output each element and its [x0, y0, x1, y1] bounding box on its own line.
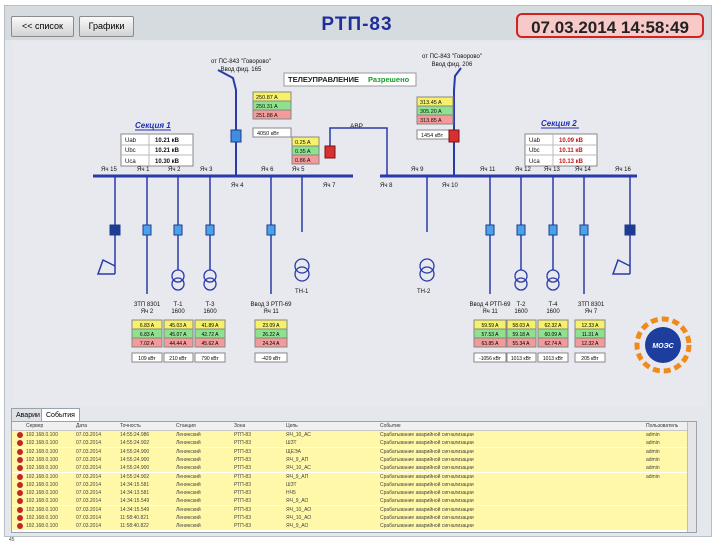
event-circuit: ЯЧ_9_АП — [286, 473, 309, 480]
telecontrol-label: ТЕЛЕУПРАВЛЕНИЕ — [288, 75, 359, 84]
section-1-label: Секция 1 — [135, 121, 171, 130]
feeder-6-current-c: 55.34 A — [512, 341, 530, 347]
feeder-2-current-c: 44.44 A — [169, 341, 187, 347]
event-circuit: ЯЧ_10_АС — [286, 432, 311, 438]
event-circuit: ЯЧ_10_АО — [286, 506, 312, 513]
feeder-3-power: 790 кВт — [201, 356, 219, 362]
event-precision: 14:55:24.902 — [120, 440, 150, 447]
cell-15-breaker[interactable] — [110, 225, 120, 235]
feeder-8-current-a: 12.33 A — [581, 323, 599, 329]
alarm-icon — [17, 449, 23, 455]
feeder-6-current-b: 59.18 A — [512, 332, 530, 338]
source-2-line2: Ввод фид. 206 — [431, 62, 473, 68]
event-station: Ленинский — [176, 465, 201, 472]
footer-text: 45 — [9, 537, 15, 543]
s1-uab-name: Uab — [125, 138, 137, 144]
event-date: 07.03.2014 — [76, 456, 102, 463]
event-date: 07.03.2014 — [76, 465, 102, 472]
event-circuit: ЯЧ_9_АО — [286, 523, 309, 530]
event-event: Срабатывание аварийной сигнализации — [380, 481, 474, 488]
source-1-line1: от ПС-843 "Говорово" — [211, 59, 271, 65]
event-user: admin — [646, 440, 660, 447]
feeder-6-sub: 1600 — [514, 309, 528, 315]
alarm-icon — [17, 465, 23, 471]
feeder-3-current-a: 41.89 A — [201, 323, 219, 329]
col-zone[interactable]: Зона — [234, 423, 246, 429]
event-date: 07.03.2014 — [76, 490, 102, 497]
event-server: 192.168.0.100 — [26, 440, 58, 447]
moes-logo — [637, 319, 689, 371]
input-2-measurements — [417, 97, 453, 139]
event-event: Срабатывание аварийной сигнализации — [380, 448, 474, 455]
alarm-icon — [17, 432, 23, 438]
event-server: 192.168.0.100 — [26, 490, 58, 497]
event-date: 07.03.2014 — [76, 523, 102, 530]
event-date: 07.03.2014 — [76, 498, 102, 505]
cell-13-breaker[interactable] — [549, 225, 557, 235]
source-1-line2: Ввод фид. 165 — [220, 67, 262, 73]
input-1-current-b: 250.31 A — [256, 104, 278, 110]
feeder-2-sub: 1600 — [171, 309, 185, 315]
event-station: Ленинский — [176, 440, 201, 447]
event-event: Срабатывание аварийной сигнализации — [380, 515, 474, 521]
alarm-icon — [17, 498, 23, 504]
alarm-icon — [17, 474, 23, 480]
event-precision: 11:58:40.822 — [120, 523, 149, 530]
telecontrol-status: Разрешено — [368, 75, 410, 84]
feeder-7-current-c: 62.74 A — [544, 341, 562, 347]
graphs-button[interactable]: Графики — [79, 16, 134, 37]
event-zone: РТП-83 — [234, 515, 251, 521]
event-precision: 14:34:15.581 — [120, 481, 150, 488]
feeder-2-current-b: 45.07 A — [169, 332, 187, 338]
event-circuit: ЯЧ_10_АС — [286, 465, 311, 472]
event-date: 07.03.2014 — [76, 515, 102, 521]
event-station: Ленинский — [176, 523, 201, 530]
cell-1-breaker[interactable] — [143, 225, 151, 235]
feeder-1-power: 109 кВт — [138, 356, 156, 362]
event-station: Ленинский — [176, 473, 201, 480]
event-precision: 14:55:24.902 — [120, 473, 150, 480]
input-2-breaker[interactable] — [449, 130, 459, 142]
cell-label-11: Яч 11 — [480, 167, 496, 173]
event-tabs — [11, 408, 131, 422]
event-station: Ленинский — [176, 490, 201, 497]
source-2-line1: от ПС-843 "Говорово" — [422, 54, 482, 60]
feeder-1-name: ЗТП 8301 — [133, 302, 161, 308]
event-server: 192.168.0.100 — [26, 448, 58, 455]
event-row[interactable] — [12, 522, 696, 531]
feeder-6-name: Т-2 — [516, 302, 526, 308]
feeder-8-current-c: 12.32 A — [581, 341, 599, 347]
event-precision: 14:55:24.900 — [120, 456, 150, 463]
s1-ubc-value: 10.21 кВ — [155, 148, 180, 154]
cell-14-breaker[interactable] — [580, 225, 588, 235]
event-precision: 14:55:24.900 — [120, 465, 150, 472]
event-user: admin — [646, 473, 660, 480]
event-zone: РТП-83 — [234, 498, 251, 505]
event-user: admin — [646, 432, 660, 438]
feeder-8-current-b: 11.31 A — [581, 332, 599, 338]
event-station: Ленинский — [176, 498, 201, 505]
input-2-power: 1454 кВт — [421, 133, 444, 139]
logo-text: МОЭС — [652, 343, 674, 350]
event-date: 07.03.2014 — [76, 506, 102, 513]
feeder-6-power: 1013 кВт — [510, 356, 532, 362]
feeder-5-measurements — [474, 320, 506, 362]
event-zone: РТП-83 — [234, 465, 251, 472]
event-event: Срабатывание аварийной сигнализации — [380, 498, 474, 505]
feeder-5-name: Ввод 4 РТП-69 — [469, 302, 511, 308]
feeder-6-current-a: 58.03 A — [512, 323, 530, 329]
cell-16-breaker[interactable] — [625, 225, 635, 235]
event-zone: РТП-83 — [234, 456, 251, 463]
event-circuit: ЩЕЭА — [286, 448, 301, 455]
event-station: Ленинский — [176, 456, 201, 463]
event-date: 07.03.2014 — [76, 481, 102, 488]
event-event: Срабатывание аварийной сигнализации — [380, 432, 474, 438]
s1-uca-value: 10.30 кВ — [155, 159, 180, 165]
event-date: 07.03.2014 — [76, 473, 102, 480]
cell-3-breaker[interactable] — [206, 225, 214, 235]
feeder-3-sub: 1600 — [203, 309, 217, 315]
avr-current-c: 0.86 A — [295, 158, 311, 164]
event-server: 192.168.0.100 — [26, 465, 58, 472]
input-1-measurements — [253, 92, 291, 137]
cell-label-13: Яч 13 — [544, 167, 560, 173]
event-zone: РТП-83 — [234, 473, 251, 480]
feeder-5-current-b: 57.53 A — [481, 332, 499, 338]
cell-12-breaker[interactable] — [517, 225, 525, 235]
cell-label-14: Яч 14 — [575, 167, 591, 173]
event-event: Срабатывание аварийной сигнализации — [380, 456, 474, 463]
col-user[interactable]: Пользователь — [646, 423, 679, 429]
events-table — [11, 421, 697, 533]
feeder-4-measurements — [255, 320, 287, 362]
cell-label-12: Яч 12 — [515, 167, 531, 173]
event-server: 192.168.0.100 — [26, 481, 58, 488]
event-precision: 11:58:40.821 — [120, 515, 149, 521]
event-precision: 14:34:15.549 — [120, 506, 150, 513]
s2-uab-name: Uab — [529, 138, 541, 144]
section-2-label: Секция 2 — [541, 119, 577, 128]
event-server: 192.168.0.100 — [26, 498, 58, 505]
feeder-3-current-c: 45.62 A — [201, 341, 219, 347]
cell-label-1: Яч 1 — [137, 167, 150, 173]
back-to-list-button[interactable]: << список — [11, 16, 74, 37]
event-precision: 14:34:15.549 — [120, 498, 150, 505]
input-2-current-a: 313.45 A — [420, 100, 442, 106]
feeder-7-current-b: 60.09 A — [544, 332, 562, 338]
event-server: 192.168.0.100 — [26, 506, 58, 513]
feeder-2-name: Т-1 — [173, 302, 183, 308]
feeder-8-measurements — [575, 320, 605, 362]
avr-breaker[interactable] — [325, 146, 335, 158]
tab-alarms[interactable]: Аварии — [11, 408, 45, 423]
feeder-4-current-c: 24.24 A — [262, 341, 280, 347]
event-event: Срабатывание аварийной сигнализации — [380, 473, 474, 480]
feeder-3-current-b: 42.72 A — [201, 332, 219, 338]
feeder-4-current-b: 26.22 A — [262, 332, 280, 338]
s2-uca-value: 10.13 кВ — [559, 159, 584, 165]
cell-label-16: Яч 16 — [615, 167, 631, 173]
feeder-5-sub: Яч 11 — [482, 309, 498, 315]
event-user: admin — [646, 456, 660, 463]
feeder-8-power: 205 кВт — [581, 356, 599, 362]
avr-label: АВР — [350, 123, 364, 130]
cell-label-2: Яч 2 — [168, 167, 181, 173]
input-1-power: 4050 кВт — [257, 131, 280, 137]
alarm-icon — [17, 515, 23, 521]
feeder-7-sub: 1600 — [546, 309, 560, 315]
feeder-2-measurements — [164, 320, 193, 362]
cell-label-7: Яч 7 — [323, 183, 336, 189]
section-1-voltages — [121, 134, 193, 166]
event-server: 192.168.0.100 — [26, 432, 58, 438]
feeder-7-name: Т-4 — [548, 302, 558, 308]
event-user: admin — [646, 465, 660, 472]
page-title: РТП-83 — [321, 14, 393, 35]
feeder-5-current-a: 59.59 A — [481, 323, 499, 329]
event-server: 192.168.0.100 — [26, 523, 58, 530]
event-date: 07.03.2014 — [76, 448, 102, 455]
event-precision: 14:55:24.986 — [120, 432, 150, 438]
feeder-1-current-b: 6.83 A — [139, 332, 155, 338]
feeder-7-power: 1013 кВт — [542, 356, 564, 362]
event-event: Срабатывание аварийной сигнализации — [380, 440, 474, 447]
col-precision[interactable]: Точность — [120, 423, 141, 429]
event-station: Ленинский — [176, 448, 201, 455]
cell-label-10: Яч 10 — [442, 183, 458, 189]
event-event: Срабатывание аварийной сигнализации — [380, 490, 474, 497]
col-server[interactable]: Сервер — [26, 423, 44, 429]
event-circuit: ЯЧ_9_АП — [286, 456, 309, 463]
telecontrol-panel[interactable] — [284, 73, 416, 86]
section-2-voltages — [525, 134, 597, 166]
col-date[interactable]: Дата — [76, 423, 88, 429]
avr-current-b: 0.35 A — [295, 149, 311, 155]
avr-measurements — [292, 137, 319, 164]
cell-label-8: Яч 8 — [380, 183, 393, 189]
event-zone: РТП-83 — [234, 481, 251, 488]
cell-label-6: Яч 6 — [261, 167, 274, 173]
cell-label-5: Яч 5 — [292, 167, 305, 173]
s2-uca-name: Uca — [529, 159, 540, 165]
feeder-1-current-c: 7.02 A — [139, 341, 155, 347]
scada-window — [4, 5, 712, 543]
feeder-8-sub: Яч 7 — [584, 309, 598, 315]
alarm-icon — [17, 482, 23, 488]
feeder-6-measurements — [507, 320, 536, 362]
event-precision: 14:34:13.581 — [120, 490, 150, 497]
s2-uab-value: 10.09 кВ — [559, 138, 584, 144]
event-station: Ленинский — [176, 481, 201, 488]
col-station[interactable]: Станция — [176, 423, 196, 429]
events-header — [12, 422, 696, 431]
event-zone: РТП-83 — [234, 448, 251, 455]
feeder-4-sub: Яч 11 — [263, 309, 279, 315]
alarm-icon — [17, 523, 23, 529]
event-zone: РТП-83 — [234, 490, 251, 497]
events-scrollbar[interactable] — [687, 422, 696, 532]
event-event: Срабатывание аварийной сигнализации — [380, 506, 474, 513]
event-circuit: ЯЧ_10_АО — [286, 515, 312, 521]
top-toolbar — [5, 6, 711, 40]
event-date: 07.03.2014 — [76, 432, 102, 438]
event-zone: РТП-83 — [234, 432, 251, 438]
s2-ubc-name: Ubc — [529, 148, 540, 154]
event-user: admin — [646, 448, 660, 455]
input-1-current-c: 251.88 A — [256, 113, 278, 119]
alarm-icon — [17, 440, 23, 446]
event-server: 192.168.0.100 — [26, 473, 58, 480]
event-server: 192.168.0.100 — [26, 515, 58, 521]
single-line-diagram — [13, 42, 707, 406]
alarm-icon — [17, 457, 23, 463]
event-precision: 14:55:24.900 — [120, 448, 150, 455]
vt-1-label: ТН-1 — [295, 289, 309, 295]
feeder-7-measurements — [538, 320, 568, 362]
vt-2-label: ТН-2 — [417, 289, 431, 295]
event-event: Срабатывание аварийной сигнализации — [380, 465, 474, 472]
feeder-7-current-a: 62.32 A — [544, 323, 562, 329]
input-1-current-a: 250.87 A — [256, 95, 278, 101]
event-zone: РТП-83 — [234, 440, 251, 447]
avr-current-a: 0.25 A — [295, 140, 311, 146]
event-circuit: ЯЧ_9_АО — [286, 498, 309, 505]
event-date: 07.03.2014 — [76, 440, 102, 447]
event-circuit: ШЗТ — [286, 481, 297, 488]
event-station: Ленинский — [176, 432, 201, 438]
input-1-breaker[interactable] — [231, 130, 241, 142]
event-circuit: НЧ5 — [286, 490, 296, 497]
event-station: Ленинский — [176, 506, 201, 513]
s1-ubc-name: Ubc — [125, 148, 136, 154]
col-circuit[interactable]: Цепь — [286, 423, 298, 429]
tab-events[interactable]: События — [41, 408, 80, 423]
event-zone: РТП-83 — [234, 506, 251, 513]
cell-11-breaker[interactable] — [486, 225, 494, 235]
feeder-1-measurements — [132, 320, 162, 362]
feeder-5-power: -1056 кВт — [479, 356, 501, 362]
cell-label-3: Яч 3 — [200, 167, 213, 173]
feeder-1-sub: Яч 2 — [140, 309, 154, 315]
feeder-2-current-a: 45.03 A — [169, 323, 187, 329]
event-station: Ленинский — [176, 515, 201, 521]
input-2-current-b: 305.20 A — [420, 109, 442, 115]
s2-ubc-value: 10.11 кВ — [559, 148, 583, 154]
feeder-1-current-a: 6.83 A — [139, 323, 155, 329]
cell-label-9: Яч 9 — [411, 167, 424, 173]
feeder-8-name: ЗТП 8301 — [577, 302, 605, 308]
feeder-3-measurements — [195, 320, 225, 362]
feeder-4-name: Ввод 3 РТП-69 — [250, 302, 292, 308]
alarm-icon — [17, 490, 23, 496]
event-circuit: ШЗТ — [286, 440, 297, 447]
feeder-5-current-c: 63.85 A — [481, 341, 499, 347]
cell-label-15: Яч 15 — [101, 167, 117, 173]
event-zone: РТП-83 — [234, 523, 251, 530]
feeder-3-name: Т-3 — [205, 302, 215, 308]
feeder-4-current-a: 23.09 A — [262, 323, 280, 329]
cell-label-4: Яч 4 — [231, 183, 244, 189]
s1-uab-value: 10.21 кВ — [155, 138, 180, 144]
event-event: Срабатывание аварийной сигнализации — [380, 523, 474, 530]
cell-2-breaker[interactable] — [174, 225, 182, 235]
cell-6-breaker[interactable] — [267, 225, 275, 235]
feeder-2-power: 210 кВт — [169, 356, 187, 362]
col-event[interactable]: Событие — [380, 423, 401, 429]
datetime-display: 07.03.2014 14:58:49 — [516, 13, 704, 38]
event-server: 192.168.0.100 — [26, 456, 58, 463]
s1-uca-name: Uca — [125, 159, 136, 165]
input-2-current-c: 313.85 A — [420, 118, 442, 124]
alarm-icon — [17, 507, 23, 513]
feeder-4-power: -429 кВт — [261, 356, 281, 362]
